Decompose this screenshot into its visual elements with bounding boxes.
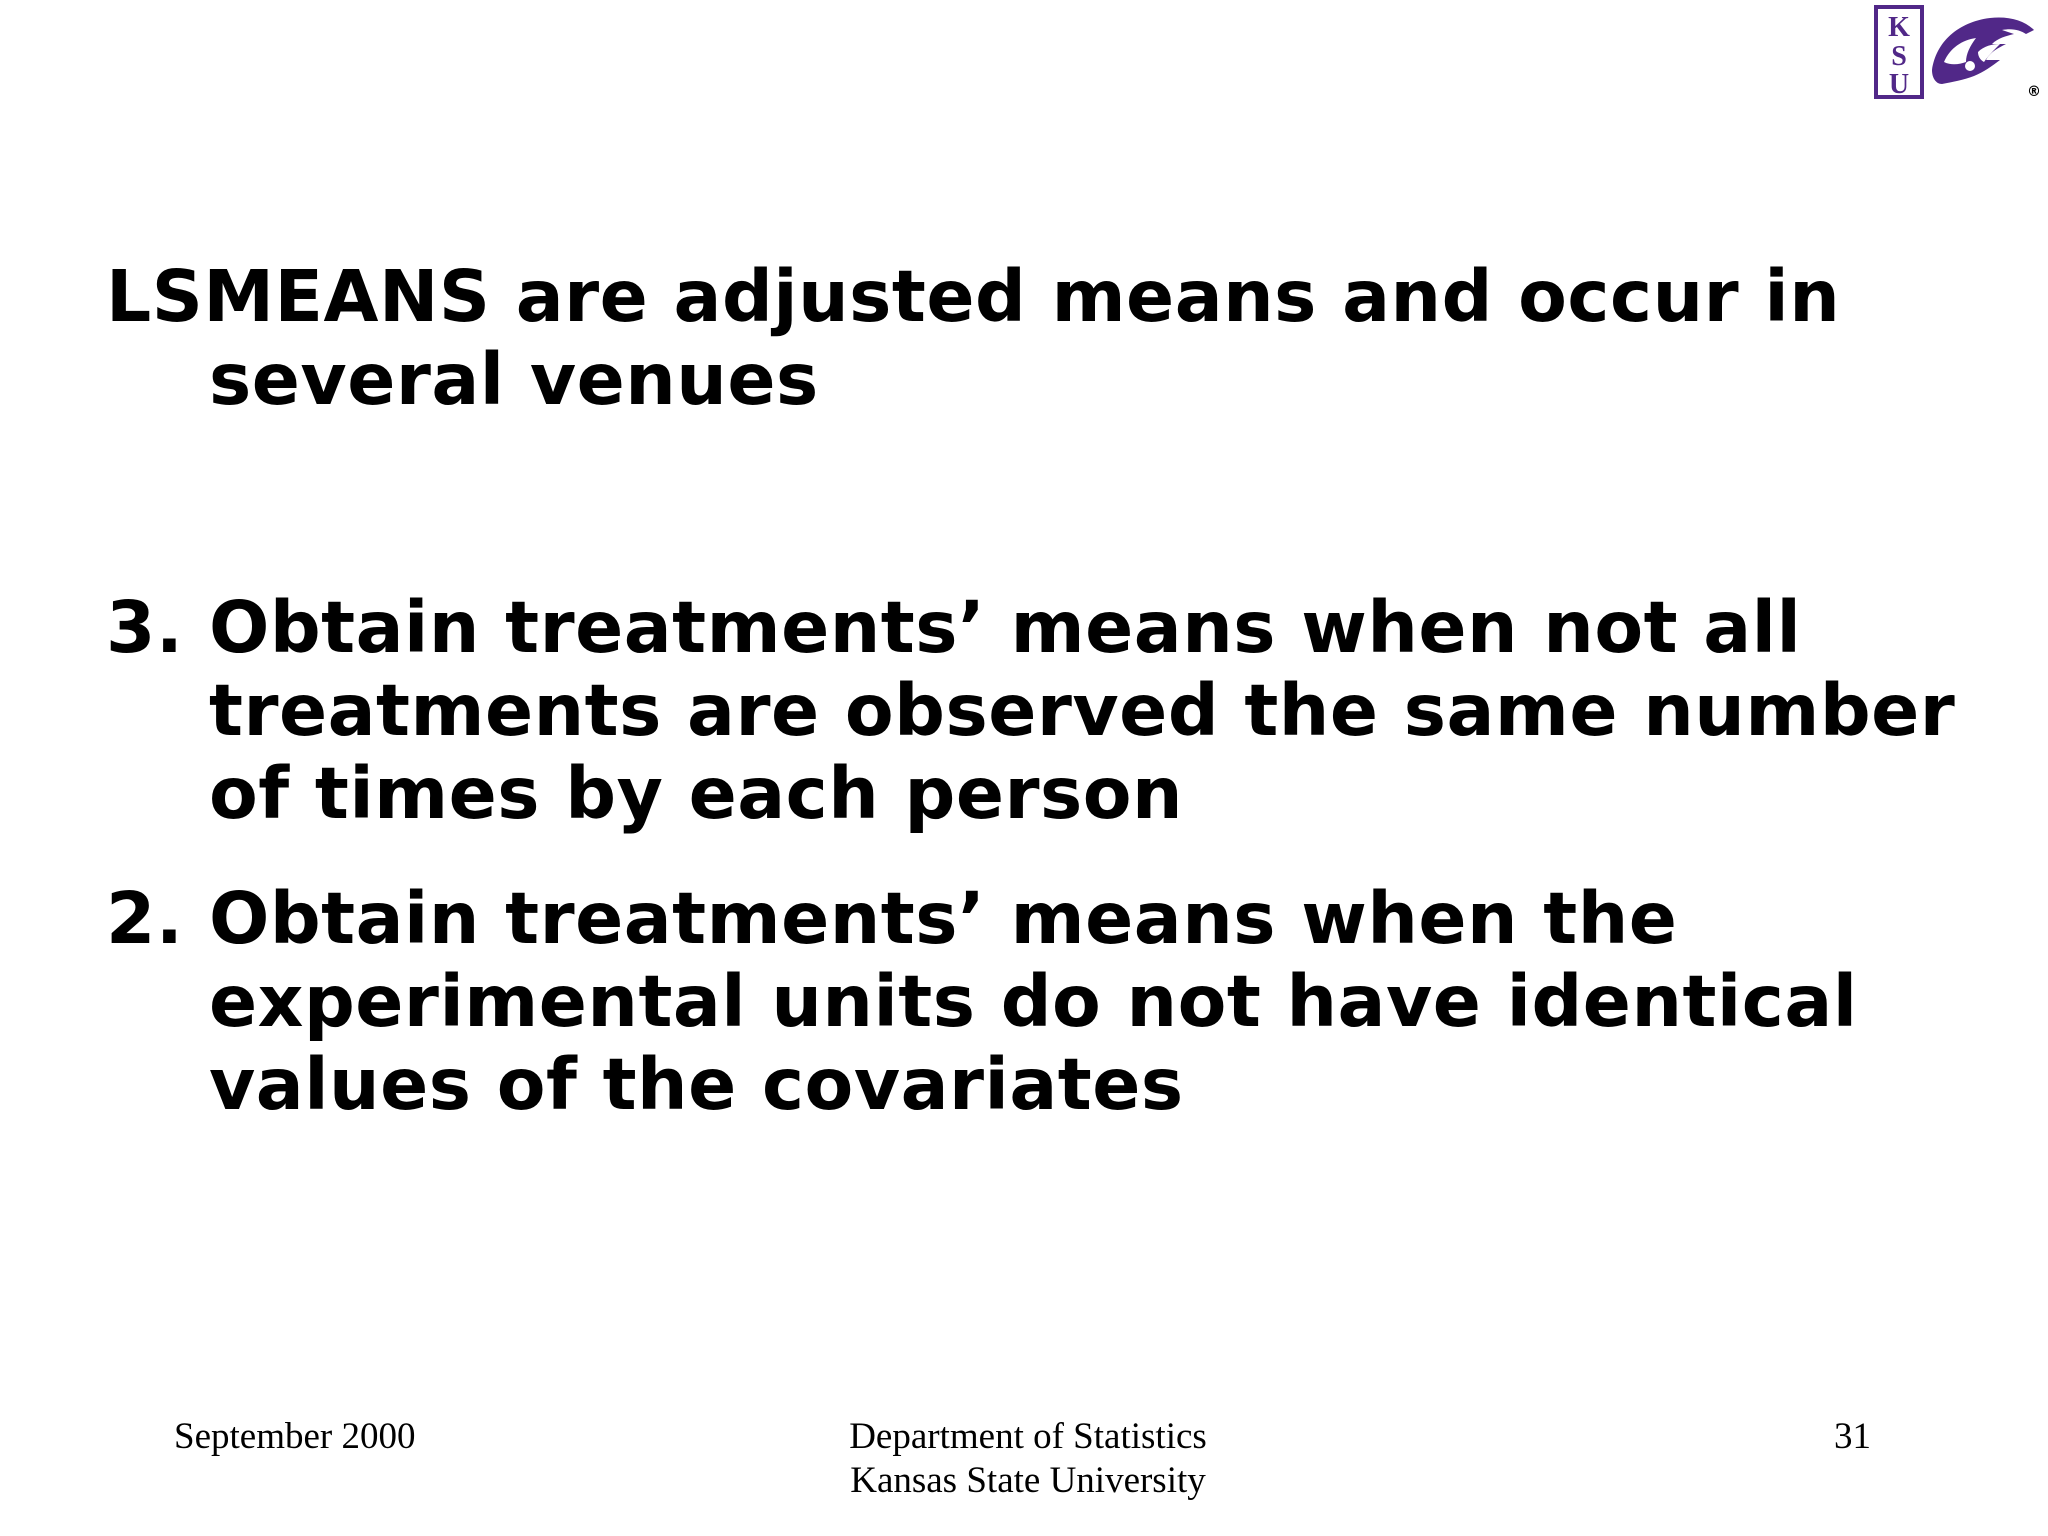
slide-body [106,255,1986,1126]
powercat-icon [1932,18,2034,85]
footer-university: Kansas State University [850,1460,1206,1501]
venue-list [106,586,1986,1126]
list-item [106,877,1986,1126]
list-item-text: Obtain treatments’ means when the experimental units do not have identical values of the covariates [209,877,1858,1126]
ksu-logo [1874,4,2044,100]
footer-date: September 2000 [174,1416,416,1457]
list-item-text: Obtain treatments’ means when not all treatments are observed the same number of times by each person [209,586,1956,835]
list-item [106,586,1986,835]
intro-text: LSMEANS are adjusted means and occur in several venues [106,255,1841,421]
intro-statement [106,255,1986,421]
footer-affiliation [818,1415,1238,1503]
page-number: 31 [1834,1416,1871,1457]
ksu-logo-graphic [1874,4,2044,100]
logo-letter-k: K [1888,12,1910,43]
list-item-number: 2. [106,877,184,960]
logo-letter-u: U [1888,69,1910,100]
list-item-number: 3. [106,586,184,669]
registered-mark: ® [2027,84,2041,100]
logo-letter-s: S [1891,41,1907,72]
footer-department: Department of Statistics [849,1416,1207,1457]
